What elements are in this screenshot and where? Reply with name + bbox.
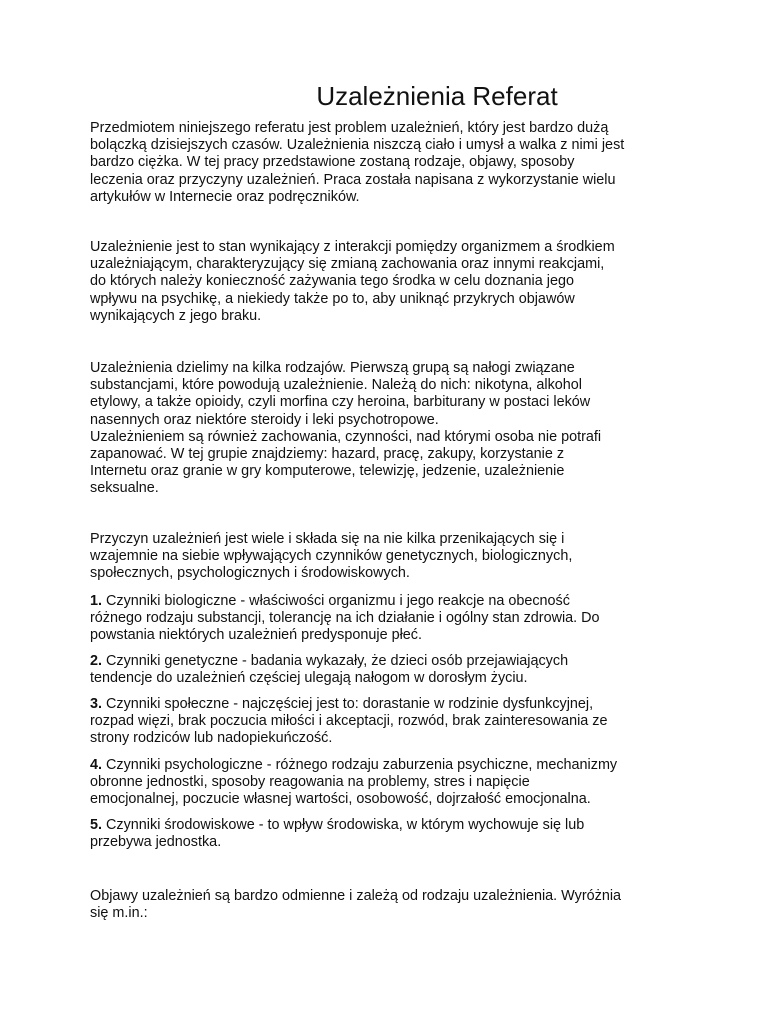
- paragraph-symptoms: Objawy uzależnień są bardzo odmienne i zależą od rodzaju uzależnienia. Wyróżnia się m.in.:: [90, 888, 622, 922]
- paragraph-causes: Przyczyn uzależnień jest wiele i składa się na nie kilka przenikających się i wzajemnie na siebie wpływających czynników genetycznych, biologicznych, społecznych, psychologicznych i środowiskowych.: [90, 531, 573, 582]
- list-text: Czynniki środowiskowe - to wpływ środowiska, w którym wychowuje się lub przebywa jednostka.: [90, 817, 585, 851]
- list-item: [90, 817, 690, 851]
- list-number: 2.: [90, 653, 103, 669]
- list-number: 3.: [90, 696, 103, 712]
- list-number: 5.: [90, 817, 103, 833]
- list-text: Czynniki psychologiczne - różnego rodzaju zaburzenia psychiczne, mechanizmy obronne jednostki, sposoby reagowania na problemy, stres i napięcie emocjonalnej, poczucie własnej wartości, osobowość, dojrzałość emocjonalna.: [90, 757, 618, 808]
- document-title: Uzależnienia Referat: [316, 81, 558, 111]
- list-number: 1.: [90, 593, 103, 609]
- paragraph-types: Uzależnienia dzielimy na kilka rodzajów. Pierwszą grupą są nałogi związane substancjami, które powodują uzależnienie. Należą do nich: nikotyna, alkohol etylowy, a także opioidy, czyli morfina czy heroina, barbiturany w postaci leków nasennych oraz niektóre steroidy i leki psychotropowe. Uzależnieniem są również zachowania, czynności, nad którymi osoba nie potrafi zapanować. W tej grupie znajdziemy: hazard, pracę, zakupy, korzystanie z Internetu oraz granie w gry komputerowe, telewizję, jedzenie, uzależnienie seksualne.: [90, 360, 602, 497]
- list-item: [90, 593, 690, 645]
- list-item: [90, 653, 690, 687]
- list-text: Czynniki biologiczne - właściwości organizmu i jego reakcje na obecność różnego rodzaju substancji, tolerancję na ich działanie i ogólny stan zdrowia. Do powstania niektórych uzależnień predysponuje płeć.: [90, 593, 600, 644]
- paragraph-definition: Uzależnienie jest to stan wynikający z interakcji pomiędzy organizmem a środkiem uzależniającym, charakteryzujący się zmianą zachowania oraz innymi reakcjami, do których należy konieczność zażywania tego środka w celu doznania jego wpływu na psychikę, a niekiedy także po to, aby uniknąć przykrych objawów wynikających z jego braku.: [90, 239, 615, 324]
- list-text: Czynniki społeczne - najczęściej jest to: dorastanie w rodzinie dysfunkcyjnej, rozpad więzi, brak poczucia miłości i akceptacji, rozwód, brak zainteresowania ze strony rodziców lub nadopiekuńczość.: [90, 696, 608, 747]
- list-number: 4.: [90, 757, 103, 773]
- paragraph-intro: Przedmiotem niniejszego referatu jest problem uzależnień, który jest bardzo dużą bolączką dzisiejszych czasów. Uzależnienia niszczą ciało i umysł a walka z nimi jest bardzo ciężka. W tej pracy przedstawione zostaną rodzaje, objawy, sposoby leczenia oraz przyczyny uzależnień. Praca została napisana z wykorzystanie wielu artykułów w Internecie oraz podręczników.: [90, 120, 625, 205]
- list-item: [90, 757, 690, 809]
- list-text: Czynniki genetyczne - badania wykazały, że dzieci osób przejawiających tendencje do uzależnień częściej ulegają nałogom w dorosłym życiu.: [90, 653, 569, 687]
- list-item: [90, 696, 690, 748]
